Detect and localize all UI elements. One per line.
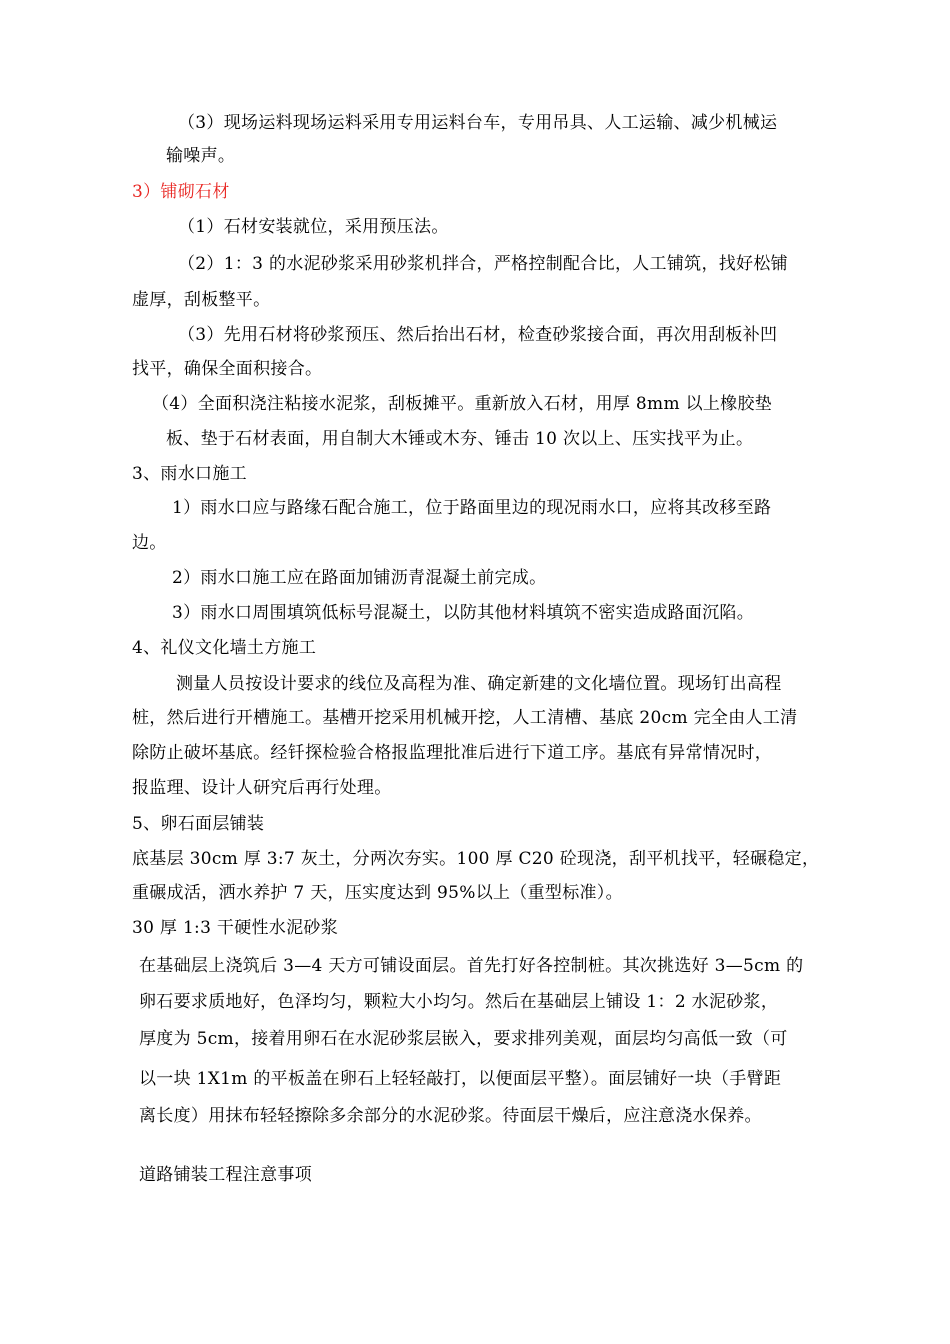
paragraph-line: 厚度为 5cm，接着用卵石在水泥砂浆层嵌入，要求排列美观，面层均匀高低一致（可	[139, 1029, 788, 1049]
paragraph-line: 虚厚，刮板整平。	[132, 290, 271, 310]
paragraph-line: （1）石材安装就位，采用预压法。	[178, 217, 449, 237]
paragraph-line: 找平，确保全面积接合。	[132, 359, 323, 379]
paragraph-line: 3）雨水口周围填筑低标号混凝土，以防其他材料填筑不密实造成路面沉陷。	[172, 603, 755, 623]
paragraph-line: 离长度）用抹布轻轻擦除多余部分的水泥砂浆。待面层干燥后，应注意浇水保养。	[139, 1106, 762, 1126]
paragraph-line: 底基层 30cm 厚 3:7 灰土，分两次夯实。100 厚 C20 砼现浇，刮平机找平，轻碾稳定，	[132, 849, 820, 869]
paragraph-line: 桩，然后进行开槽施工。基槽开挖采用机械开挖，人工清槽、基底 20cm 完全由人工清	[132, 708, 798, 728]
section-heading: 道路铺装工程注意事项	[139, 1165, 312, 1185]
paragraph-line: 在基础层上浇筑后 3—4 天方可铺设面层。首先打好各控制桩。其次挑选好 3—5cm 的	[139, 956, 804, 976]
paragraph-line: 测量人员按设计要求的线位及高程为准、确定新建的文化墙位置。现场钉出高程	[176, 674, 782, 694]
paragraph-line: 输噪声。	[166, 146, 236, 166]
paragraph-line: 板、垫于石材表面，用自制大木锤或木夯、锤击 10 次以上、压实找平为止。	[166, 429, 754, 449]
section-heading: 3）铺砌石材	[132, 182, 230, 202]
paragraph-line: （3）现场运料现场运料采用专用运料台车，专用吊具、人工运输、减少机械运	[178, 113, 778, 133]
paragraph-line: （4）全面积浇注粘接水泥浆，刮板摊平。重新放入石材，用厚 8mm 以上橡胶垫	[152, 394, 773, 414]
paragraph-line: （3）先用石材将砂浆预压、然后抬出石材，检查砂浆接合面，再次用刮板补凹	[178, 325, 778, 345]
paragraph-line: 报监理、设计人研究后再行处理。	[132, 778, 392, 798]
paragraph-line: 以一块 1X1m 的平板盖在卵石上轻轻敲打，以便面层平整）。面层铺好一块（手臂距	[139, 1069, 782, 1089]
paragraph-line: 重碾成活，洒水养护 7 天，压实度达到 95%以上（重型标准）。	[132, 883, 623, 903]
section-heading: 5、卵石面层铺装	[132, 814, 265, 834]
paragraph-line: 2）雨水口施工应在路面加铺沥青混凝土前完成。	[172, 568, 547, 588]
paragraph-line: 边。	[132, 533, 167, 553]
paragraph-line: 除防止破坏基底。经钎探检验合格报监理批准后进行下道工序。基底有异常情况时，	[132, 743, 773, 763]
section-heading: 4、礼仪文化墙土方施工	[132, 638, 317, 658]
paragraph-line: 卵石要求质地好，色泽均匀，颗粒大小均匀。然后在基础层上铺设 1：2 水泥砂浆，	[139, 992, 779, 1012]
section-heading: 3、雨水口施工	[132, 464, 247, 484]
paragraph-line: 30 厚 1:3 干硬性水泥砂浆	[132, 918, 339, 938]
paragraph-line: 1）雨水口应与路缘石配合施工，位于路面里边的现况雨水口，应将其改移至路	[172, 498, 772, 518]
paragraph-line: （2）1：3 的水泥砂浆采用砂浆机拌合，严格控制配合比，人工铺筑，找好松铺	[178, 254, 788, 274]
